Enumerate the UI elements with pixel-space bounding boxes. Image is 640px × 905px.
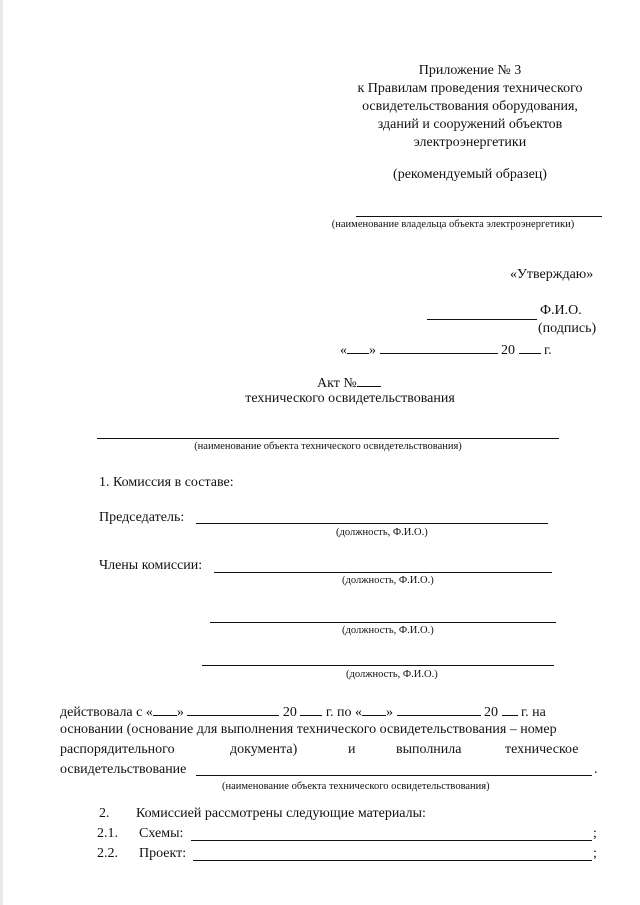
- members-label: Члены комиссии:: [99, 558, 203, 573]
- approve-title: «Утверждаю»: [510, 267, 594, 282]
- approval-day-field[interactable]: [347, 340, 369, 354]
- to-day-field[interactable]: [362, 702, 386, 716]
- member-2-field[interactable]: [210, 622, 556, 623]
- chair-caption: (должность, Ф.И.О.): [336, 527, 428, 538]
- approval-year-field[interactable]: [519, 340, 541, 354]
- basis-doc-word4: выполнила: [396, 742, 462, 757]
- approval-month-field[interactable]: [380, 340, 498, 354]
- from-month-field[interactable]: [187, 702, 279, 716]
- basis-doc-word1: распорядительного: [60, 742, 175, 757]
- object-caption: (наименование объекта технического освидетельствования): [194, 441, 462, 452]
- approver-fio: Ф.И.О.: [540, 303, 582, 318]
- inspection-label: освидетельствование: [60, 762, 187, 777]
- project-field[interactable]: [193, 860, 592, 861]
- owner-name-line: [356, 216, 602, 217]
- from-year-prefix: 20: [282, 705, 297, 720]
- date-quote-close: »: [369, 343, 376, 358]
- to-year-prefix: 20: [484, 705, 499, 720]
- from-year-field[interactable]: [300, 702, 322, 716]
- period-line: [60, 702, 546, 721]
- sample-note: (рекомендуемый образец): [393, 167, 547, 182]
- schemes-semicolon: ;: [593, 826, 597, 841]
- act-subtitle: технического освидетельствования: [245, 391, 455, 406]
- act-number-field[interactable]: [357, 373, 381, 387]
- appendix-rules-line: к Правилам проведения технического: [357, 81, 583, 96]
- approval-year-prefix: 20: [501, 343, 515, 358]
- chair-label: Председатель:: [99, 510, 185, 525]
- appendix-energy-line: электроэнергетики: [413, 135, 527, 150]
- materials-heading: Комиссией рассмотрены следующие материалы:: [136, 806, 426, 821]
- inspection-caption: (наименование объекта технического освидетельствования): [222, 781, 490, 792]
- schemes-field[interactable]: [191, 840, 592, 841]
- basis-doc-word2: документа): [230, 742, 298, 757]
- schemes-number: 2.1.: [97, 826, 118, 841]
- approver-sign-caption: (подпись): [538, 321, 597, 336]
- appendix-buildings-line: зданий и сооружений объектов: [377, 117, 563, 132]
- project-label: Проект:: [139, 846, 187, 861]
- basis-doc-word3: и: [348, 742, 356, 757]
- materials-number: 2.: [99, 806, 110, 821]
- period-basis-label: г. на: [521, 705, 546, 720]
- period-to-label: г. по «: [325, 705, 363, 720]
- appendix-number: Приложение № 3: [418, 63, 522, 78]
- period-from-label: действовала с «: [60, 705, 153, 720]
- from-day-field[interactable]: [153, 702, 177, 716]
- project-semicolon: ;: [593, 846, 597, 861]
- chair-field[interactable]: [196, 523, 548, 524]
- member-3-field[interactable]: [202, 665, 554, 666]
- act-title: [317, 373, 381, 392]
- to-quote-close: »: [386, 705, 394, 720]
- inspection-period: .: [594, 762, 598, 777]
- approval-date: [340, 340, 552, 359]
- from-quote-close: »: [176, 705, 184, 720]
- member-1-caption: (должность, Ф.И.О.): [342, 575, 434, 586]
- appendix-equipment-line: освидетельствования оборудования,: [362, 99, 578, 114]
- to-month-field[interactable]: [397, 702, 481, 716]
- member-2-caption: (должность, Ф.И.О.): [342, 625, 434, 636]
- date-quote-open: «: [340, 343, 347, 358]
- object-name-line: [97, 438, 559, 439]
- act-title-text: Акт №: [317, 376, 357, 391]
- basis-doc-word5: техническое: [505, 742, 579, 757]
- approval-year-suffix: г.: [544, 343, 552, 358]
- page-edge: [0, 0, 3, 905]
- member-3-caption: (должность, Ф.И.О.): [346, 669, 438, 680]
- member-1-field[interactable]: [214, 572, 552, 573]
- project-number: 2.2.: [97, 846, 118, 861]
- owner-caption: (наименование владельца объекта электроэнергетики): [331, 219, 575, 230]
- to-year-field[interactable]: [502, 702, 518, 716]
- basis-line: основании (основание для выполнения технического освидетельствования – номер: [60, 722, 557, 737]
- commission-heading: 1. Комиссия в составе:: [99, 475, 234, 490]
- inspection-object-field[interactable]: [196, 775, 592, 776]
- schemes-label: Схемы:: [139, 826, 184, 841]
- approver-signature-line: [427, 319, 537, 320]
